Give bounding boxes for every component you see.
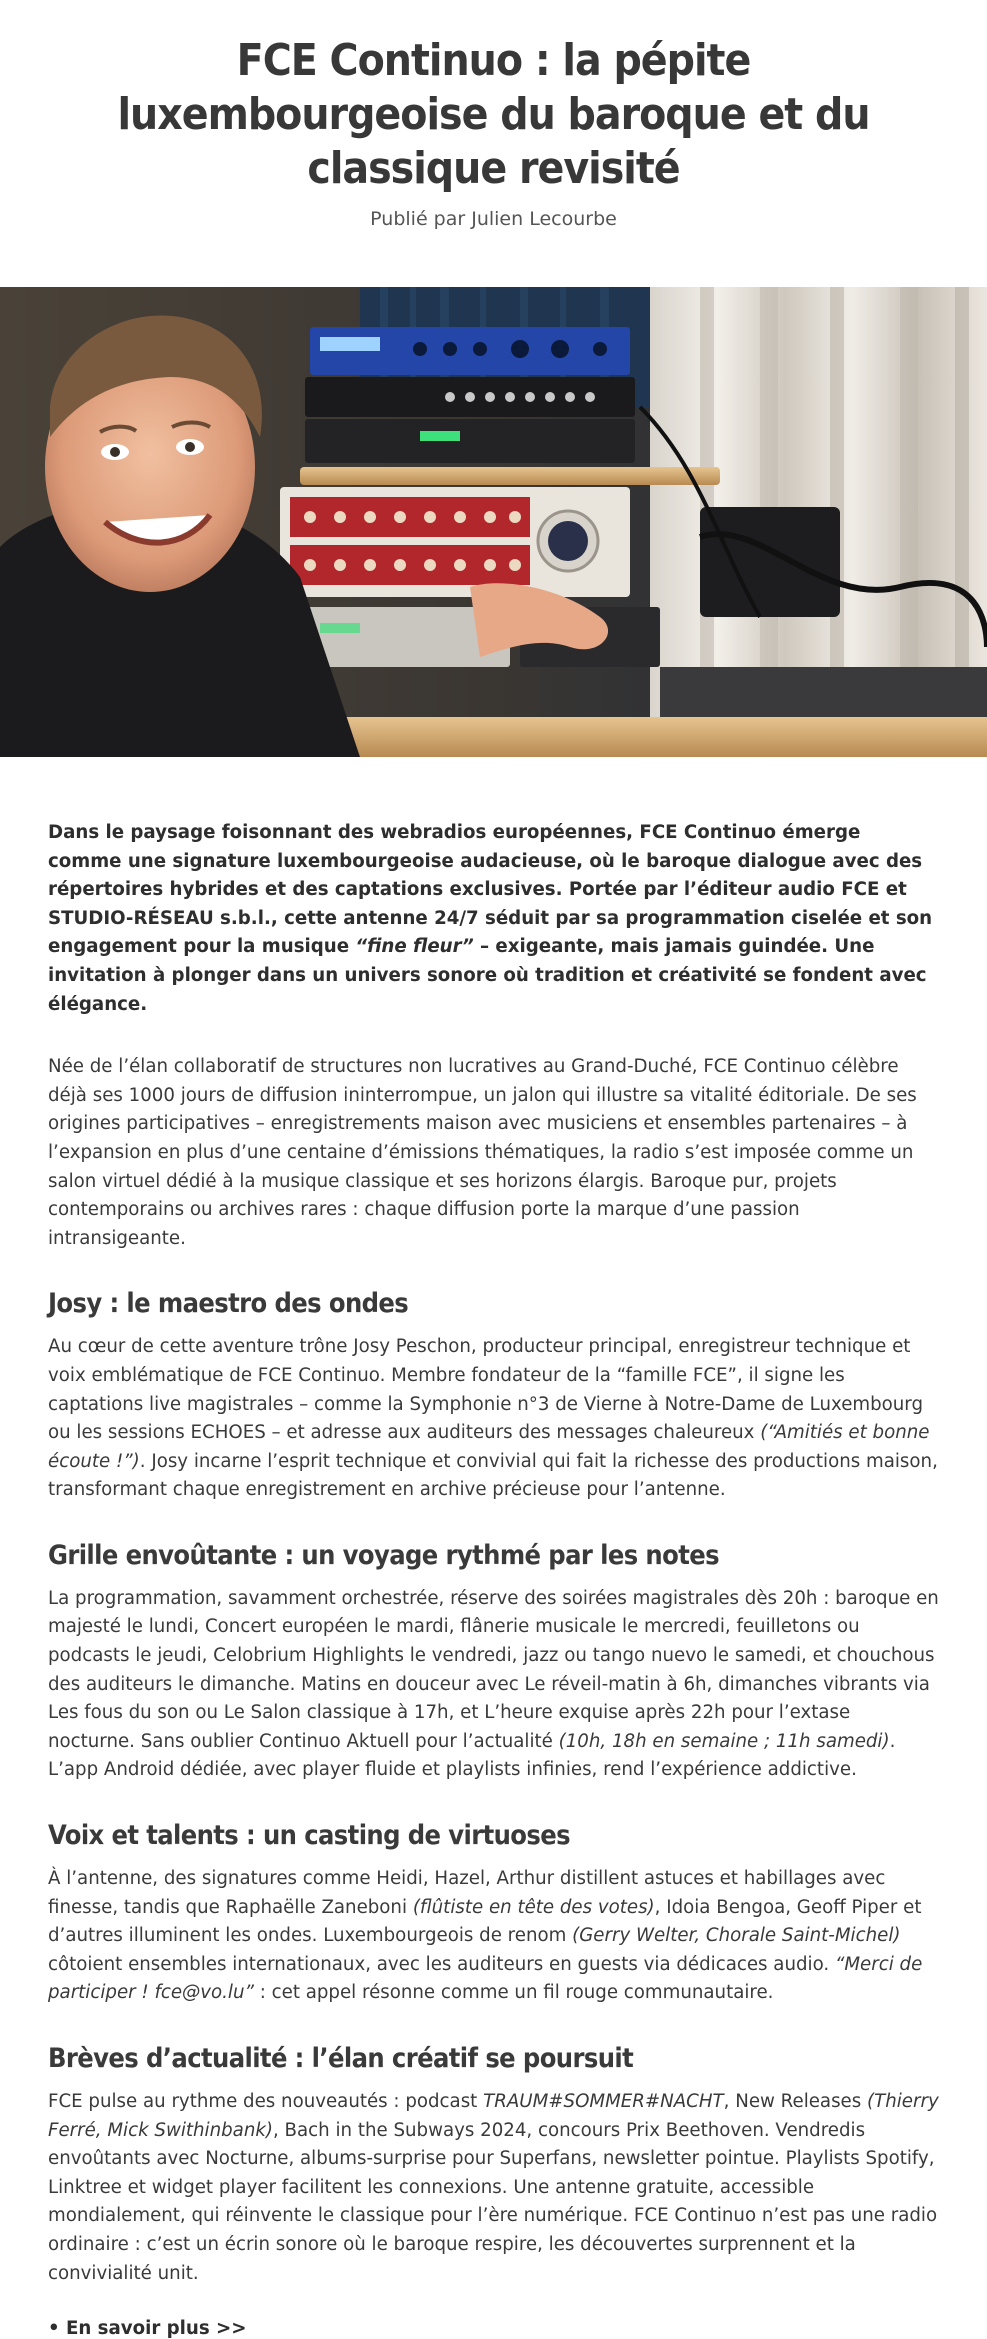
section-text: À l’antenne, des signatures comme Heidi, Hazel, Arthur distillent astuces et habillages avec finesse, tandis que Raphaëlle Zaneboni xyxy=(48,1868,886,1918)
section-text: côtoient ensembles internationaux, avec les auditeurs en guests via dédicaces audio. xyxy=(48,1953,835,1975)
section-heading-grille: Grille envoûtante : un voyage rythmé par les notes xyxy=(48,1539,719,1571)
section-heading-josy: Josy : le maestro des ondes xyxy=(48,1288,409,1320)
section-text: , Idoia Bengoa, Geoff Piper et d’autres illuminent les ondes. Luxembourgeois de renom xyxy=(48,1896,922,1947)
intro-paragraph: Née de l’élan collaboratif de structures non lucratives au Grand-Duché, FCE Continuo célèbre déjà ses 1000 jours de diffusion ininterrompue, un jalon qui illustre sa vitalité éditoriale. De ses origines participatives – enregistrements maison avec musiciens et ensembles partenaires – à l’expansion en plus d’une centaine d’émissions thématiques, la radio s’est imposée comme un salon virtuel dédié à la musique classique et ses horizons élargis. Baroque pur, projets contemporains ou archives rares : chaque diffusion porte la marque d’une passion intransigeante. xyxy=(48,1056,917,1249)
section-emphasis: (Thierry Ferré, Mick Swithinbank) xyxy=(48,2091,939,2141)
section-heading-breves: Brèves d’actualité : l’élan créatif se poursuit xyxy=(48,2043,634,2074)
hero-photo-illustration xyxy=(0,287,987,757)
lead-text-start: Dans le paysage foisonnant des webradios européennes, FCE Continuo émerge comme une signature luxembourgeoise audacieuse, où le baroque dialogue avec des répertoires hybrides et des captations exclusives. Portée par l’éditeur audio FCE et STUDIO-RÉSEAU s.b.l., cette antenne 24/7 séduit par sa programmation ciselée et son engagement pour la musique xyxy=(48,822,933,958)
section-heading-voix: Voix et talents : un casting de virtuoses xyxy=(48,1820,571,1852)
article-byline: Publié par Julien Lecourbe xyxy=(370,208,617,230)
section-emphasis: (Gerry Welter, Chorale Saint-Michel) xyxy=(572,1925,901,1947)
article-body xyxy=(0,757,987,2339)
section-text: . L’app Android dédiée, avec player fluide et playlists infinies, rend l’expérience addictive. xyxy=(48,1730,896,1781)
section-text: , New Releases xyxy=(723,2091,868,2112)
section-text: FCE pulse au rythme des nouveautés : podcast xyxy=(48,2091,484,2112)
section-text: : cet appel résonne comme un fil rouge communautaire. xyxy=(253,1982,774,2004)
section-text: . Josy incarne l’esprit technique et convivial qui fait la richesse des productions maison, transformant chaque enregistrement en archive précieuse pour l’antenne. xyxy=(48,1450,938,1501)
section-paragraph-breves xyxy=(48,2088,939,2288)
lead-text-end: – exigeante, mais jamais guindée. Une invitation à plonger dans un univers sonore où tradition et créativité se fondent avec élégance. xyxy=(48,936,927,1015)
read-more-link[interactable]: • En savoir plus >> xyxy=(48,2318,247,2339)
section-emphasis: (10h, 18h en semaine ; 11h samedi) xyxy=(558,1730,890,1752)
lead-paragraph xyxy=(48,819,939,1019)
section-emphasis: (“Amitiés et bonne écoute !”) xyxy=(48,1422,930,1472)
section-paragraph-grille xyxy=(48,1585,939,1785)
article-title: FCE Continuo : la pépite luxembourgeoise du baroque et du classique revisité xyxy=(117,35,870,194)
section-paragraph-josy xyxy=(48,1333,939,1505)
section-emphasis: TRAUM#SOMMER#NACHT xyxy=(483,2091,724,2112)
lead-emphasis: “fine fleur” xyxy=(355,936,474,958)
section-text: La programmation, savamment orchestrée, réserve des soirées magistrales dès 20h : baroque en majesté le lundi, Concert européen le mardi, flânerie musicale le mercredi, feuilletons ou podcasts le jeudi, Celobrium Highlights le vendredi, jazz ou tango nuevo le samedi, et chouchous des auditeurs le dimanche. Matins en douceur avec Le réveil-matin à 6h, dimanches vibrants via Les fous du son ou Le Salon classique à 17h, et L’heure exquise après 22h pour l’extase nocturne. Sans oublier Continuo Aktuell pour l’actualité xyxy=(48,1587,939,1752)
section-text: Au cœur de cette aventure trône Josy Peschon, producteur principal, enregistreur technique et voix emblématique de FCE Continuo. Membre fondateur de la “famille FCE”, il signe les captations live magistrales – comme la Symphonie n°3 de Vierne à Notre-Dame de Luxembourg ou les sessions ECHOES – et adresse aux auditeurs des messages chaleureux xyxy=(48,1336,924,1444)
section-paragraph-voix xyxy=(48,1865,939,2008)
section-text: , Bach in the Subways 2024, concours Prix Beethoven. Vendredis envoûtants avec Nocturne, albums-surprise pour Superfans, newsletter pointue. Playlists Spotify, Linktree et widget player facilitent les connexions. Une antenne gratuite, accessible mondialement, qui réinvente le classique pour l’ère numérique. FCE Continuo n’est pas une radio ordinaire : c’est un écrin sonore où le baroque respire, les découvertes surprennent et la convivialité unit. xyxy=(48,2119,938,2284)
section-emphasis: “Merci de participer ! fce@vo.lu” xyxy=(48,1953,923,2004)
hero-image xyxy=(0,287,987,757)
section-emphasis: (flûtiste en tête des votes) xyxy=(412,1896,655,1918)
